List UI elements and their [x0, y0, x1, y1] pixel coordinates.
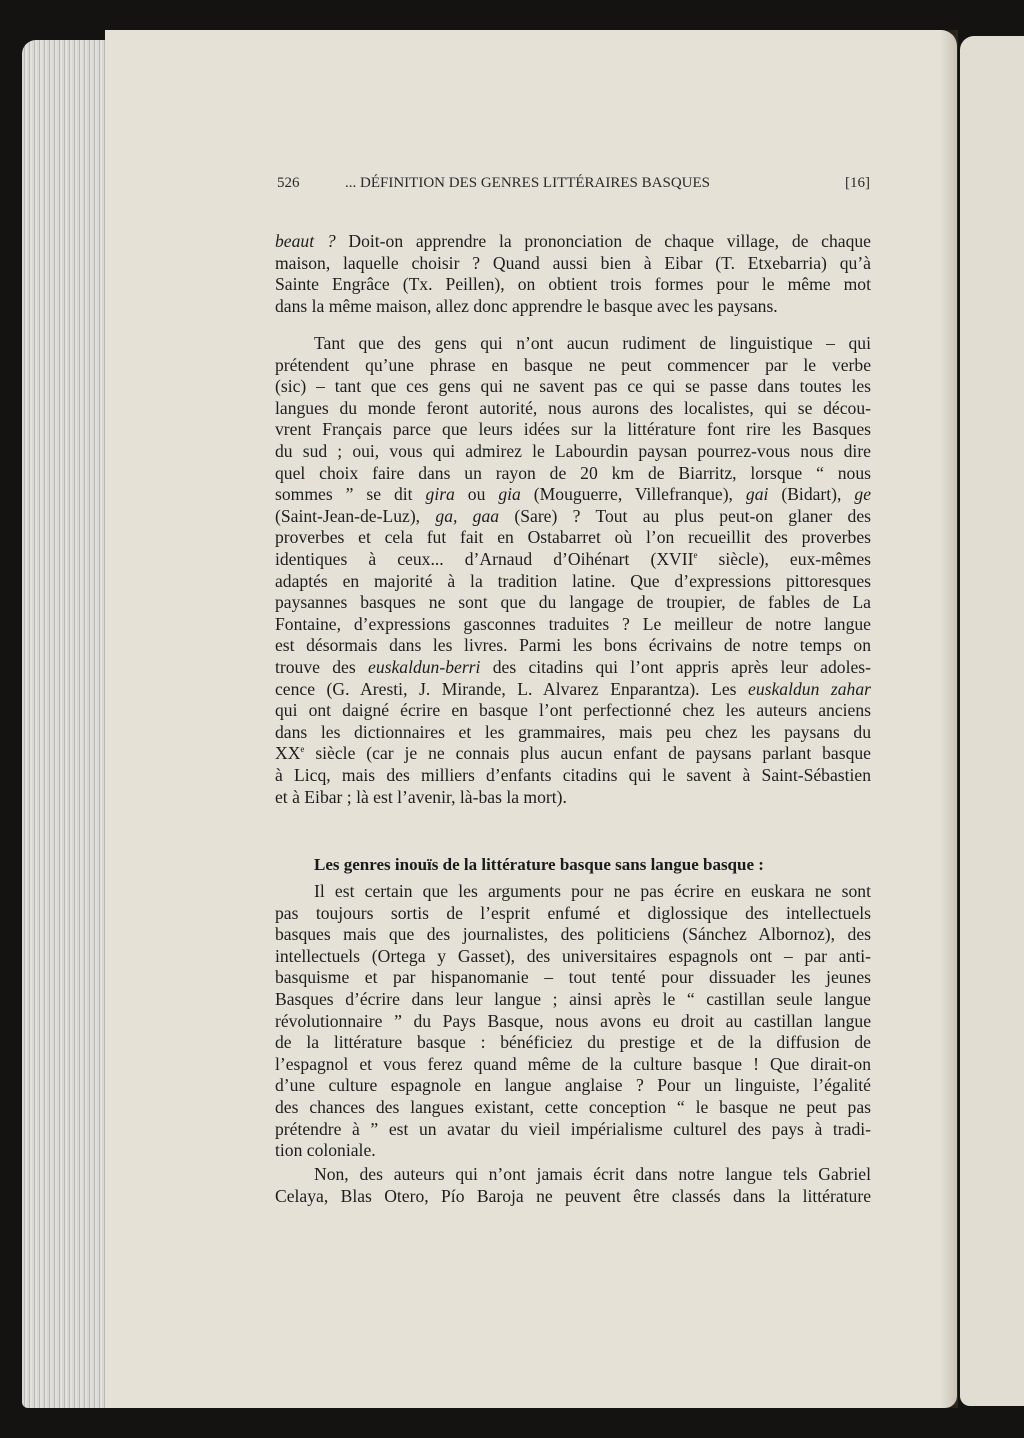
text-run: intellectuels (Ortega y Gasset), des universitaires espagnols ont – par anti- [275, 945, 871, 966]
text-run: identiques à ceux... d’Arnaud d’Oihénart (XVII [275, 549, 694, 569]
text-run: Doit-on apprendre la prononciation de chaque village, de chaque [335, 231, 871, 251]
text-run: tion coloniale. [275, 1140, 376, 1161]
text-line [275, 1140, 871, 1161]
italic-text: ga, gaa [435, 505, 500, 526]
text-line [314, 333, 871, 354]
text-run: dans la même maison, allez donc apprendre le basque avec les paysans. [275, 295, 778, 316]
text-run: révolutionnaire ” du Pays Basque, nous avons eu droit au castillan langue [275, 1010, 871, 1031]
text-run: des citadins qui l’ont appris après leur adoles- [480, 657, 871, 677]
text-line [275, 679, 871, 700]
text-run: pas toujours sortis de l’esprit enfumé et diglossique des intellectuels [275, 902, 871, 923]
text-line [314, 881, 871, 902]
text-line [275, 1097, 871, 1118]
section-heading: Les genres inouïs de la littérature basque sans langue basque : [314, 855, 764, 874]
text-line [275, 635, 871, 656]
text-run: et à Eibar ; là est l’avenir, là-bas la mort). [275, 786, 567, 807]
text-run: qui ont daigné écrire en basque l’ont perfectionné chez les auteurs anciens [275, 700, 871, 721]
text-line [275, 549, 871, 570]
text-line [275, 398, 871, 419]
text-run: Sainte Engrâce (Tx. Peillen), on obtient trois formes pour le même mot [275, 274, 871, 295]
text-line [275, 527, 871, 548]
text-run: maison, laquelle choisir ? Quand aussi bien à Eibar (T. Etxebarria) qu’à [275, 252, 871, 273]
italic-text: beaut ? [275, 231, 336, 251]
italic-text: ge [854, 484, 871, 505]
text-line [275, 355, 871, 376]
text-run: langues du monde feront autorité, nous aurons des localistes, qui se décou- [275, 397, 871, 418]
italic-text: gai [745, 484, 769, 505]
text-line [314, 1164, 871, 1185]
text-run: de la littérature basque : bénéficiez du prestige et de la diffusion de [275, 1032, 871, 1053]
text-line [275, 441, 871, 462]
text-line [275, 506, 871, 527]
text-line [275, 419, 871, 440]
running-title: ... DÉFINITION DES GENRES LITTÉRAIRES BASQUES [345, 175, 710, 191]
text-run: des chances des langues existant, cette conception “ le basque ne peut pas [275, 1097, 871, 1117]
text-line [275, 463, 871, 484]
text-line [275, 1032, 871, 1053]
text-run: XX [275, 743, 301, 764]
text-line [275, 787, 871, 808]
text-run: Il est certain que les arguments pour ne pas écrire en euskara ne sont [314, 881, 871, 901]
italic-text: euskaldun zahar [748, 678, 871, 699]
text-line [275, 722, 871, 743]
text-run: dans les dictionnaires et les grammaires, mais peu chez les paysans du [275, 721, 871, 742]
gutter-shadow [940, 30, 958, 1408]
text-line [275, 571, 871, 592]
text-line [275, 1119, 871, 1140]
text-run: d’une culture espagnole en langue anglaise ? Pour un linguiste, l’égalité [275, 1075, 871, 1096]
text-run: (Bidart), [768, 484, 855, 505]
text-run: (Sare) ? Tout au plus peut-on glaner des [499, 505, 872, 526]
text-run: adaptés en majorité à la tradition latine. Que d’expressions pittoresques [275, 570, 871, 591]
text-line [275, 614, 871, 635]
text-run: sommes ” se dit [275, 484, 426, 505]
text-run: Non, des auteurs qui n’ont jamais écrit dans notre langue tels Gabriel [314, 1164, 871, 1184]
text-line [275, 1054, 871, 1075]
text-run: (Mouguerre, Villefranque), [520, 484, 746, 505]
text-run: prétendent qu’une phrase en basque ne peut commencer par le verbe [275, 354, 871, 375]
text-line [275, 1075, 871, 1096]
text-run: ou [454, 484, 499, 505]
text-line [275, 989, 871, 1010]
text-line [275, 967, 871, 988]
text-run: prétendre à ” est un avatar du vieil impérialisme culturel des pays à tradi- [275, 1118, 871, 1139]
text-line [275, 274, 871, 295]
text-run: vrent Français parce que leurs idées sur la littérature font rire les Basques [275, 419, 871, 440]
text-run: basques mais que des journalistes, des politiciens (Sánchez Albornoz), des [275, 924, 871, 945]
text-run: Celaya, Blas Otero, Pío Baroja ne peuvent être classés dans la littérature [275, 1185, 871, 1206]
text-line [275, 1186, 871, 1207]
text-run: proverbes et cela fut fait en Ostabarret où l’on recueillit des proverbes [275, 527, 871, 548]
text-run: l’espagnol et vous ferez quand même de la culture basque ! Que dirait-on [275, 1053, 871, 1074]
text-line [275, 924, 871, 945]
italic-text: gira [425, 484, 455, 505]
text-line [275, 903, 871, 924]
text-line [275, 484, 871, 505]
text-line [275, 231, 871, 252]
text-run: (Saint-Jean-de-Luz), [275, 505, 436, 526]
facing-page [960, 36, 1024, 1406]
running-header [277, 175, 870, 197]
text-run: basquisme et par hispanomanie – tout tenté pour dissuader les jeunes [275, 967, 871, 988]
text-run: est désormais dans les livres. Parmi les bons écrivains de notre temps on [275, 635, 871, 656]
text-run: quel choix faire dans un rayon de 20 km de Biarritz, lorsque “ nous [275, 462, 871, 483]
text-run: Tant que des gens qui n’ont aucun rudiment de linguistique – qui [314, 333, 871, 353]
superscript: e [300, 744, 305, 755]
page-number: 526 [277, 175, 300, 191]
text-line [275, 946, 871, 967]
text-line [275, 253, 871, 274]
italic-text: gia [498, 484, 521, 505]
superscript: e [693, 550, 698, 560]
text-run: à Licq, mais des milliers d’enfants citadins qui le savent à Saint-Sébastien [275, 765, 871, 785]
text-run: Fontaine, d’expressions gasconnes traduites ? Le meilleur de notre langue [275, 613, 871, 634]
text-run: siècle), eux-mêmes [697, 549, 871, 569]
section-marker: [16] [845, 175, 870, 191]
text-line [275, 657, 871, 678]
italic-text: euskaldun-berri [368, 657, 481, 677]
text-run: cence (G. Aresti, J. Mirande, L. Alvarez Enparantza). Les [275, 678, 749, 699]
text-line [275, 592, 871, 613]
text-run: (sic) – tant que ces gens qui ne savent pas ce qui se passe dans toutes les [275, 376, 871, 397]
text-run: paysannes basques ne sont que du langage de troupier, de fables de La [275, 592, 871, 613]
text-run: du sud ; oui, vous qui admirez le Labourdin paysan pourrez-vous nous dire [275, 441, 871, 461]
text-line [275, 743, 871, 764]
text-line [275, 700, 871, 721]
page-edges [22, 40, 112, 1408]
text-run: siècle (car je ne connais plus aucun enfant de paysans parlant basque [304, 743, 871, 764]
text-line [275, 1011, 871, 1032]
text-run: Basques d’écrire dans leur langue ; ainsi après le “ castillan seule langue [275, 989, 871, 1009]
text-line [275, 296, 871, 317]
text-line [275, 376, 871, 397]
text-line [275, 765, 871, 786]
text-run: trouve des [275, 657, 369, 677]
